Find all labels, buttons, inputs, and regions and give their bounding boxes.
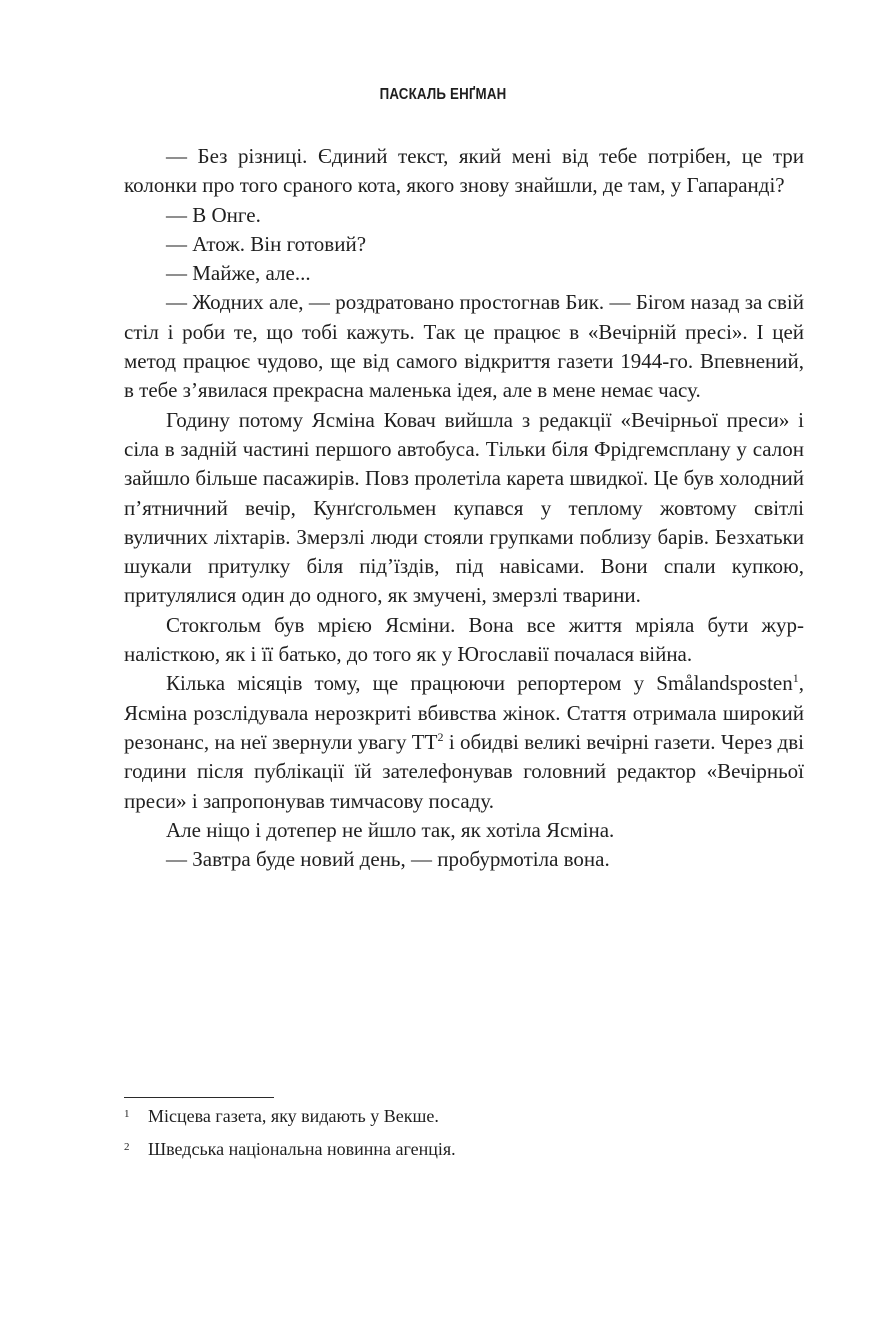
text-run: Годину потому Ясміна Ковач вийшла з редакції «Вечірньої преси» і сіла в задній частині першого автобуса. Тільки біля Фрідгемсплану у салон зайшло більше пасажирів. Повз пролетіла карета швидкої. Це був холодний п’ятничний вечір, Кунґсгольмен купався у теплому жовтому світлі вуличних ліхтарів. Змерзлі люди стояли групками поблизу барів. Безхатьки шукали притулку біля під’їздів, під навісами. Вони спали купкою, притулялися один до одного, як змучені, змерзлі тварини.	[124, 407, 804, 608]
text-run: — Атож. Він готовий?	[166, 231, 367, 256]
body-text	[124, 142, 804, 874]
text-run: — В Онге.	[166, 202, 261, 227]
paragraph	[124, 845, 804, 874]
footnote-ref[interactable]: 2	[437, 729, 444, 744]
text-run: — Без різниці. Єдиний текст, який мені від тебе потрібен, це три колонки про того сраного кота, якого знову знайшли, де там, у Гапаранді?	[124, 144, 804, 198]
paragraph	[124, 669, 804, 815]
footnote	[124, 1134, 804, 1167]
footnote	[124, 1101, 804, 1134]
text-run: Але ніщо і дотепер не йшло так, як хотіла Ясміна.	[166, 817, 615, 842]
text-run: — Жодних але, — роздратовано простогнав Бик. — Бігом назад за свій стіл і роби те, що тобі кажуть. Так це працює в «Вечірній пресі». І цей метод працює чудово, ще від самого відкриття газети 1944-го. Впевнений, в тебе з’явилася прекрасна маленька ідея, але в мене немає часу.	[124, 290, 804, 403]
text-run: Кілька місяців тому, ще працюючи репортером у Smålandsposten	[166, 671, 793, 696]
paragraph	[124, 816, 804, 845]
text-run: , Ясміна розслідувала нерозкриті вбивства жінок. Стаття отримала широкий резонанс, на неї звернули увагу TT	[124, 671, 804, 754]
footnote-text: Місцева газета, яку видають у Векше.	[148, 1106, 439, 1126]
footnote-number: 2	[124, 1141, 130, 1153]
text-run: — Завтра буде новий день, — пробурмотіла вона.	[166, 847, 610, 872]
footnote-ref[interactable]: 1	[792, 671, 799, 686]
footnote-text: Шведська національна новинна агенція.	[148, 1139, 456, 1159]
footnote-divider	[124, 1097, 274, 1098]
paragraph	[124, 259, 804, 288]
footnote-number: 1	[124, 1108, 130, 1120]
paragraph	[124, 230, 804, 259]
footnotes	[124, 1101, 804, 1167]
text-run: — Майже, але...	[166, 261, 311, 286]
running-head: ПАСКАЛЬ ЕНҐМАН	[379, 86, 507, 103]
paragraph	[124, 288, 804, 405]
paragraph	[124, 201, 804, 230]
paragraph	[124, 611, 804, 670]
text-run: і обидві великі вечірні газети. Через дві години після публікації їй зателефонував головний редактор «Вечірньої преси» і запропонував тимчасову посаду.	[124, 729, 804, 813]
paragraph	[124, 406, 804, 611]
text-run: Стокгольм був мрією Ясміни. Вона все життя мріяла бути журналісткою, як і її батько, до того як у Югославії почалася війна.	[124, 612, 804, 667]
paragraph	[124, 142, 804, 201]
